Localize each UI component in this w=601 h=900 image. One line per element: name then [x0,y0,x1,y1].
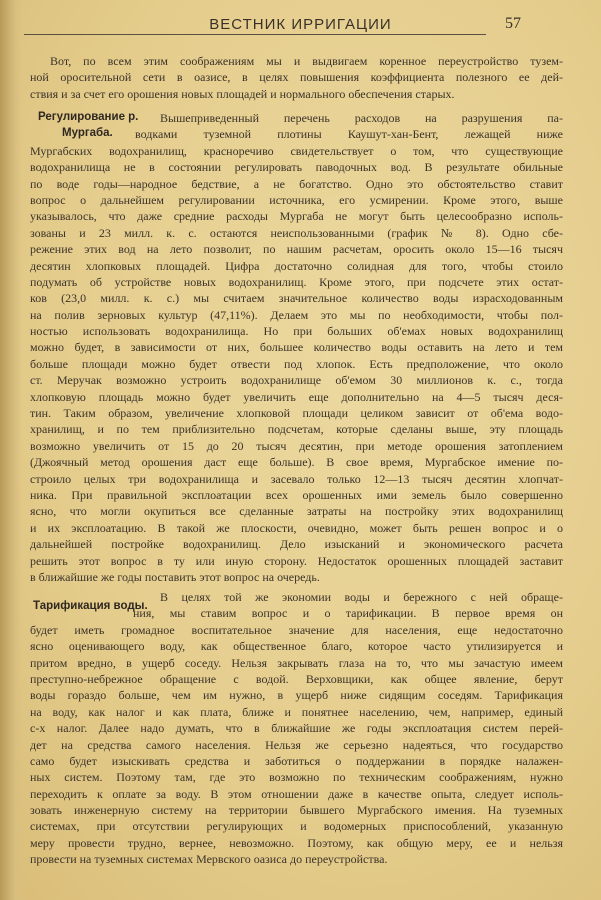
text-line: ния, мы ставим вопрос и о тарификации. В первое время он [133,606,563,621]
text-line: провести на туземных системах Мервского оазиса до переустройства. [30,852,388,867]
text-line: ника. При правильной эксплоатации всех орошенных ими земель было совершенно [30,487,563,502]
side-heading-regulation-line2: Мургаба. [62,127,113,139]
text-line: переходить к оплате за воду. В этом отношении даже в качестве опыта, следует исполь- [30,786,563,801]
text-line: возможно увеличить от 15 до 20 тысяч десятин, при методе орошения затоплением [30,438,563,453]
text-line: Вот, по всем этим соображениям мы и выдвигаем коренное переустройство тузем- [50,54,563,68]
text-line: режение этих вод на лето позволит, по нашим расчетам, оросить около 15—16 тысяч [30,242,563,257]
text-line: по воде годы—народное бедствие, а не богатство. Одно это обстоятельство ставит [30,176,563,191]
page-binding-edge [0,0,22,900]
text-line: ностью использовать водохранилища. Но при больших об'емах новых водохранилищ [30,324,563,339]
side-heading-regulation-line1: Регулирование р. [38,111,139,123]
text-line: подумать об устройстве новых водохранилищ. Кроме этого, при подсчете этих остат- [30,274,563,289]
text-line: ствия и за счет его орошения новых площадей и нормального обеспечения старых. [30,86,455,101]
page-number: 57 [505,15,521,32]
text-line: вопрос о дальнейшем регулировании источника, его усмирении. Кроме этого, выше [30,192,563,207]
text-line: строило целых три водохранилища и засевало только 12—13 тысяч десятин хлопчат- [30,471,563,486]
text-line: ясно оценивающего воду, как общественное благо, которое часто утилизируется и [30,639,563,654]
text-line: притом вредно, в ущерб соседу. Нельзя закрывать глаза на то, что мы зачастую имеем [30,655,563,670]
text-line: тин. Таким образом, увеличение хлопковой площади целиком зависит от об'ема водо- [30,406,563,421]
text-line: больше площади можно будет отвести под хлопок. Есть предположение, что около [30,356,563,371]
text-line: водохранилища не в состоянии регулировать паводочных вод. В результате обильные [30,160,563,175]
text-line: водками туземной плотины Каушут-хан-Бент, лежащей ниже [135,127,563,142]
text-line: преступно-небрежное обращение с водой. Верховщики, как общее явление, берут [30,671,563,686]
text-line: с-х налог. Далее надо думать, что в ближайшие же годы эксплоатация систем перей- [30,721,563,736]
text-line: десятин хлопковых площадей. Цифра достаточно солидная для того, чтобы стоило [30,258,563,273]
text-line: меру провести трудно, вернее, невозможно. Поэтому, как общую меру, ее и нельзя [30,835,563,850]
text-line: на полив зерновых культур (47,11%). Делаем это мы по необходимости, чтобы пол- [30,307,563,322]
text-line: дальнейшей постройке водохранилищ. Дело изысканий и экономического расчета [30,537,563,552]
text-line: будет иметь громадное воспитательное значение для населения, еще недостаточно [30,622,563,637]
text-line: зованы и 23 милл. к. с. остаются неиспользованными (график № 8). Одно сбе- [30,225,563,240]
text-line: хранилищ, и по тем приблизительно подсчетам, которые сделаны выше, эту площадь [30,422,563,437]
text-line: можно будет, в зависимости от них, большее количество воды оставить на лето и тем [30,340,563,355]
text-line: Мургабских водохранилищ, красноречиво свидетельствует о том, что существующие [30,143,563,158]
section-regulation-body [30,110,563,585]
text-line: на воду, как налог и как плата, ближе и понятнее населению, чем, например, единый [30,704,563,719]
header-rule [24,34,486,35]
text-line: ст. Меручак возможно устроить водохранилище об'емом 30 миллионов к. с., тогда [30,373,563,388]
text-line: указывалось, что даже средние расходы Мургаба не могут быть целесообразно исполь- [30,209,563,224]
text-line: ков (23,0 милл. к. с.) мы считаем значительное количество воды израсходованным [30,291,563,306]
text-line: системах, при отсутствии регулирующих и водомерных приспособлений, указанную [30,819,563,834]
text-line: ных систем. Поэтому там, где это возможно по техническим соображениям, нужно [30,770,563,785]
text-line: хлопковую площадь можно будет увеличить еще дополнительно на 4—5 тысяч деся- [30,389,563,404]
text-line: дет на средства самого населения. Нельзя же серьезно надеяться, что государство [30,737,563,752]
text-line: воды гораздо больше, чем им нужно, в ущерб ниже сидящим соседям. Тарификация [30,688,563,703]
text-line: решить этот вопрос в ту или иную сторону. Недостаток орошенных площадей заставит [30,553,563,568]
text-line: зовать инженерную систему на территории бывшего Мургабского имения. На туземных [30,803,563,818]
text-line: в ближайшие же годы поставить этот вопрос на очередь. [30,569,320,584]
section-tariff-body [30,589,563,868]
side-heading-tariff: Тарификация воды. [33,600,148,612]
text-line: (Джоячный метод орошения даст еще больше). В свое время, Мургабское имение по- [30,455,563,470]
running-header-title: ВЕСТНИК ИРРИГАЦИИ [209,16,392,33]
text-line: В целях той же экономии воды и бережного с ней обраще- [160,590,563,604]
text-line: и их эксплоатацию. В такой же плоскости, очевидно, может быть решен вопрос и о [30,520,563,535]
text-line: ной оросительной сети в оазисе, в целях повышения коэффициента полезного ее дей- [30,70,563,85]
intro-paragraph [30,53,563,102]
text-line: ясно, что могли окупиться все сделанные затраты на постройку этих водохранилищ [30,504,563,519]
text-line: Вышеприведенный перечень расходов на разрушения па- [160,111,563,125]
text-line: само будет изыскивать средства и заботиться о поддержании в порядке налажен- [30,753,563,768]
